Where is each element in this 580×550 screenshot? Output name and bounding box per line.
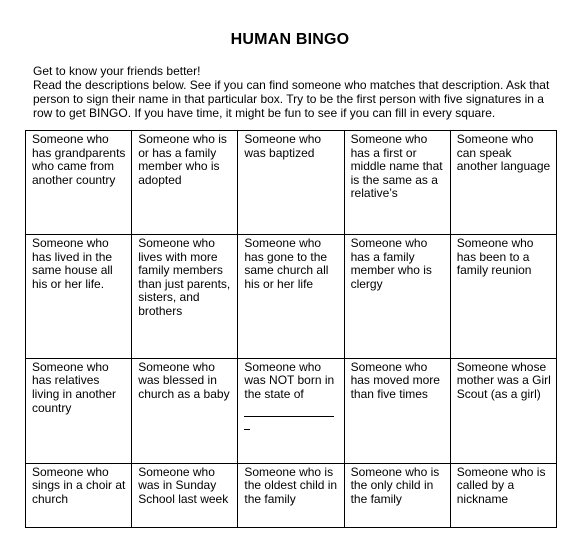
square-text: Someone who has relatives living in another country	[32, 359, 117, 415]
square-text: Someone who has been to a family reunion	[456, 235, 534, 278]
square-text: Someone who has a first or middle name that is the same as a relative’s	[350, 132, 443, 201]
bingo-square[interactable]	[238, 234, 344, 358]
square-text: Someone who has moved more than five times	[350, 359, 440, 401]
bingo-grid	[25, 130, 557, 528]
square-text: Someone who was blessed in church as a baby	[138, 359, 230, 401]
bingo-square[interactable]	[450, 234, 556, 358]
bingo-square[interactable]	[132, 131, 238, 235]
bingo-square[interactable]	[26, 234, 132, 358]
bingo-square[interactable]	[26, 358, 132, 463]
bingo-square[interactable]	[238, 358, 344, 463]
square-text: Someone who has gone to the same church all his or her life	[244, 235, 329, 291]
intro-line: Get to know your friends better!	[33, 64, 201, 78]
square-text: Someone who was in Sunday School last week	[138, 464, 229, 507]
square-text: Someone who has grandparents who came from another country	[32, 132, 126, 187]
square-text: Someone who is or has a family member who is adopted	[138, 132, 227, 187]
square-text: Someone who is the only child in the family	[350, 464, 440, 507]
bingo-square[interactable]	[344, 358, 450, 463]
page-title: HUMAN BINGO	[230, 31, 350, 48]
bingo-square[interactable]	[132, 358, 238, 463]
square-text: Someone who can speak another language	[456, 132, 551, 174]
square-text: Someone who lives with more family members than just parents, sisters, and brothers	[138, 235, 231, 318]
bingo-square[interactable]	[238, 463, 344, 527]
square-text: Someone who has a family member who is clergy	[350, 235, 432, 291]
bingo-square[interactable]	[26, 131, 132, 235]
bingo-square[interactable]	[450, 463, 556, 527]
bingo-row	[26, 358, 557, 463]
bingo-row	[26, 463, 557, 527]
bingo-square[interactable]	[238, 131, 344, 235]
square-text: Someone who is the oldest child in the family	[244, 464, 338, 507]
fill-in-blank-line	[244, 402, 334, 417]
bingo-square[interactable]	[344, 234, 450, 358]
instructions	[33, 64, 553, 120]
bingo-square[interactable]	[26, 463, 132, 527]
bingo-square[interactable]	[132, 234, 238, 358]
bingo-square[interactable]	[344, 131, 450, 235]
intro-paragraph: Read the descriptions below. See if you can find someone who matches that description. Ask that person to sign their name in that particular box. Try to be the first person with five signatures in a row to get BINGO. If you have time, it might be fun to see if you can fill in every square.	[33, 78, 550, 120]
square-text: Someone whose mother was a Girl Scout (as a girl)	[456, 359, 551, 401]
fill-in-blank-line	[244, 417, 250, 430]
square-text: Someone who was baptized	[244, 132, 322, 160]
square-text: Someone who sings in a choir at church	[32, 464, 126, 507]
square-text: Someone who has lived in the same house all his or her life.	[32, 235, 113, 291]
bingo-row	[26, 234, 557, 358]
bingo-square[interactable]	[344, 463, 450, 527]
bingo-square[interactable]	[132, 463, 238, 527]
square-text: Someone who was NOT born in the state of	[244, 359, 335, 401]
square-text: Someone who is called by a nickname	[456, 464, 546, 507]
bingo-square[interactable]	[450, 131, 556, 235]
bingo-row	[26, 131, 557, 235]
bingo-square[interactable]	[450, 358, 556, 463]
